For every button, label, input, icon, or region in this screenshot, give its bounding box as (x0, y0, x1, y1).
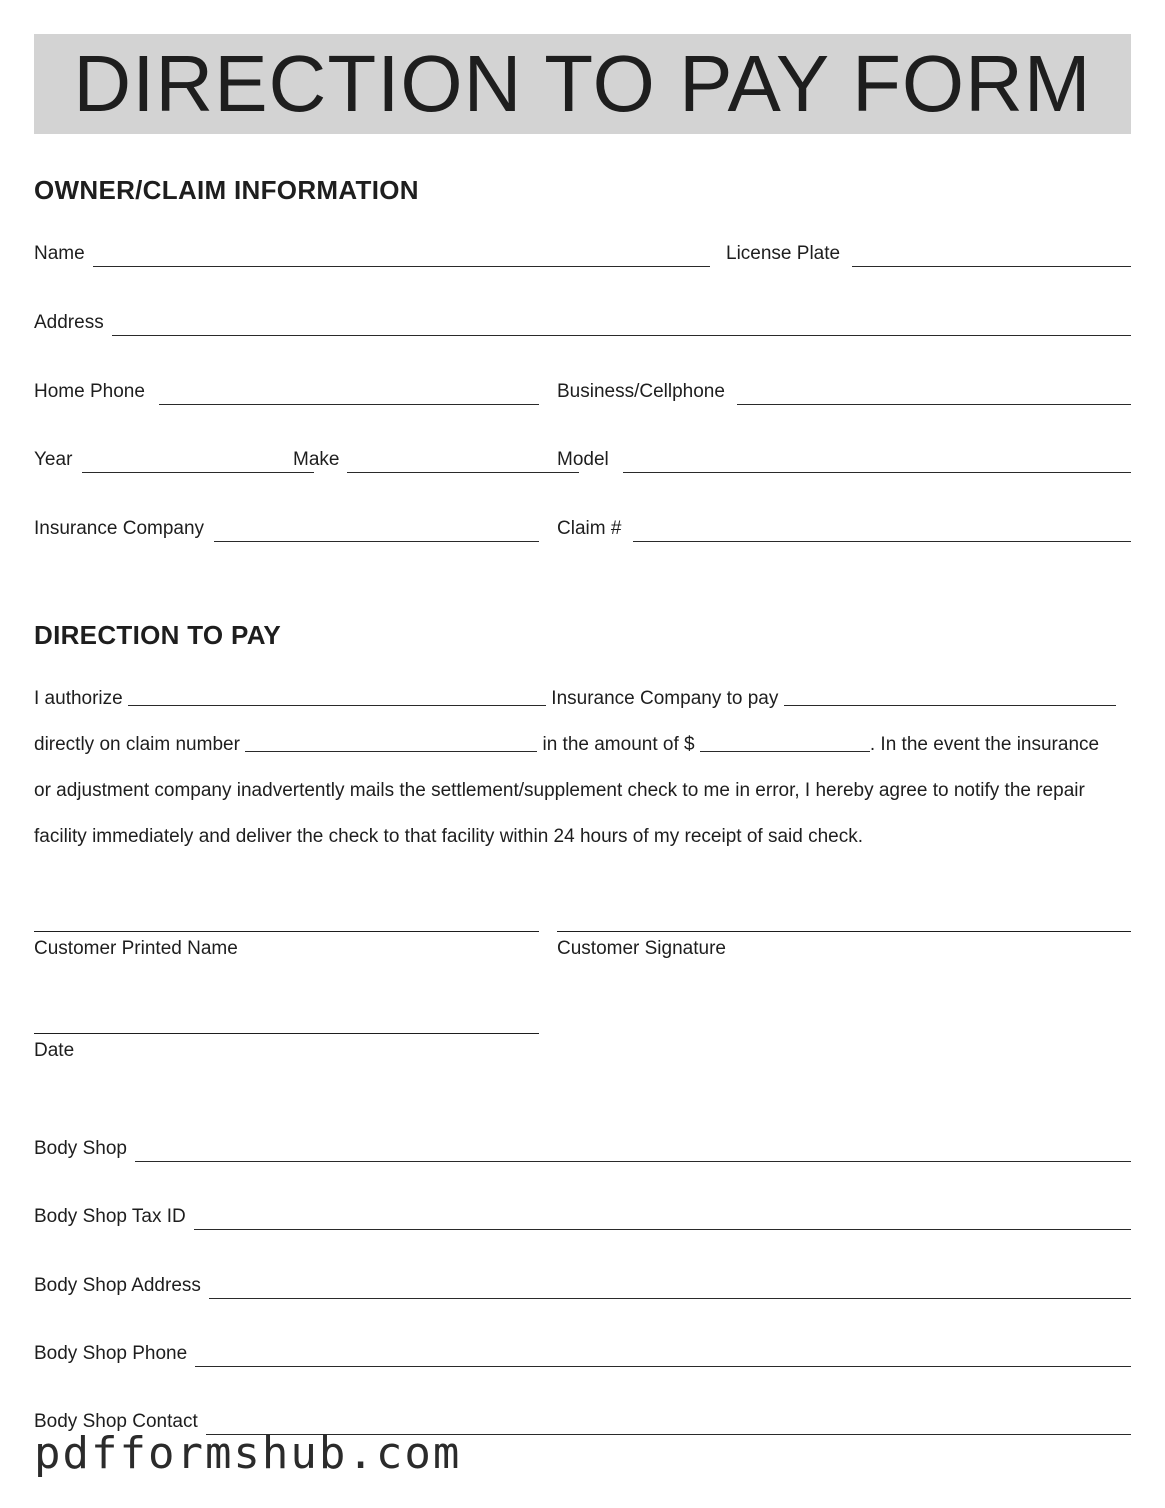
year-input[interactable] (82, 471, 314, 473)
row-phones (34, 378, 1131, 408)
body-shop-contact-label: Body Shop Contact (34, 1411, 198, 1432)
printed-name-line[interactable] (34, 931, 539, 932)
row-body-shop (34, 1135, 1131, 1165)
signature-line[interactable] (557, 931, 1131, 932)
row-name-plate (34, 240, 1131, 270)
body-shop-phone-label: Body Shop Phone (34, 1343, 188, 1364)
row-address (34, 309, 1131, 339)
make-label: Make (293, 449, 340, 470)
address-label: Address (34, 312, 104, 333)
body-shop-tax-label: Body Shop Tax ID (34, 1206, 186, 1227)
claim-label: Claim # (557, 518, 622, 539)
row-vehicle (34, 446, 1131, 476)
home-phone-field (34, 378, 539, 408)
insurance-pay-text: Insurance Company to pay (551, 688, 779, 709)
body-shop-address-field (34, 1272, 1131, 1302)
signature-label: Customer Signature (557, 938, 726, 959)
row-body-shop-phone (34, 1340, 1131, 1370)
business-cellphone-field (557, 378, 1131, 408)
model-label: Model (557, 449, 609, 470)
address-input[interactable] (112, 334, 1131, 336)
home-phone-input[interactable] (159, 403, 539, 405)
make-field (293, 446, 539, 476)
row-insurance (34, 515, 1131, 545)
direction-line-3: or adjustment company inadvertently mails the settlement/supplement check to me in error, I hereby agree to notify the repair (34, 780, 1085, 801)
address-field (34, 309, 1131, 339)
authorize-text: I authorize (34, 688, 123, 709)
direction-line-1 (34, 676, 1131, 722)
business-cellphone-input[interactable] (737, 403, 1131, 405)
body-shop-input[interactable] (135, 1160, 1131, 1162)
direction-paragraph (34, 676, 1131, 860)
business-cellphone-label: Business/Cellphone (557, 381, 725, 402)
make-input[interactable] (347, 471, 579, 473)
claim-field (557, 515, 1131, 545)
row-body-shop-tax (34, 1203, 1131, 1233)
insurance-company-field (34, 515, 539, 545)
row-body-shop-address (34, 1272, 1131, 1302)
name-input[interactable] (93, 265, 710, 267)
license-plate-input[interactable] (852, 265, 1131, 267)
date-line[interactable] (34, 1033, 539, 1034)
claim-input[interactable] (633, 540, 1131, 542)
body-shop-phone-input[interactable] (195, 1365, 1131, 1367)
claim-number-text: directly on claim number (34, 734, 240, 755)
event-text: . In the event the insurance (869, 734, 1100, 755)
body-shop-tax-input[interactable] (194, 1228, 1131, 1230)
authorize-blank[interactable] (128, 704, 546, 706)
insurance-company-label: Insurance Company (34, 518, 205, 539)
body-shop-label: Body Shop (34, 1138, 127, 1159)
model-field (557, 446, 1131, 476)
body-shop-field (34, 1135, 1131, 1165)
title-band (34, 34, 1131, 134)
amount-text: in the amount of $ (542, 734, 695, 755)
body-shop-address-input[interactable] (209, 1297, 1131, 1299)
direction-line-2 (34, 722, 1131, 768)
watermark-text: pdfformshub.com (34, 1428, 462, 1479)
name-field (34, 240, 710, 270)
payee-blank[interactable] (784, 704, 1116, 706)
amount-blank[interactable] (700, 750, 870, 752)
claim-number-blank[interactable] (245, 750, 537, 752)
year-field (34, 446, 273, 476)
direction-line-4: facility immediately and deliver the check to that facility within 24 hours of my receipt of said check. (34, 826, 863, 847)
name-label: Name (34, 243, 85, 264)
body-shop-address-label: Body Shop Address (34, 1275, 201, 1296)
page-title: DIRECTION TO PAY FORM (73, 39, 1092, 128)
license-plate-label: License Plate (726, 243, 841, 264)
body-shop-phone-field (34, 1340, 1131, 1370)
owner-section-heading: OWNER/CLAIM INFORMATION (34, 175, 419, 205)
printed-name-label: Customer Printed Name (34, 938, 238, 959)
year-label: Year (34, 449, 73, 470)
license-plate-field (726, 240, 1131, 270)
home-phone-label: Home Phone (34, 381, 145, 402)
direction-section-heading: DIRECTION TO PAY (34, 620, 282, 650)
insurance-company-input[interactable] (214, 540, 539, 542)
body-shop-tax-field (34, 1203, 1131, 1233)
model-input[interactable] (623, 471, 1131, 473)
date-label: Date (34, 1040, 75, 1061)
